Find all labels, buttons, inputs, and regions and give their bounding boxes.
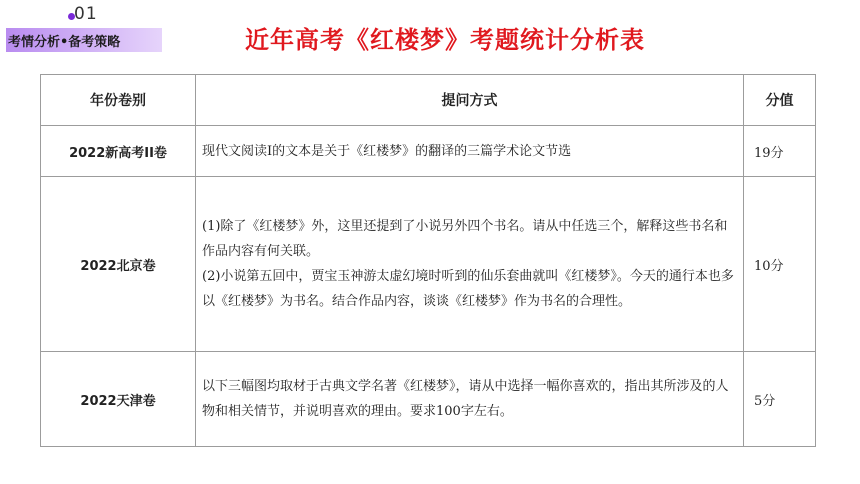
score-cell: 10分 xyxy=(744,177,816,352)
question-cell xyxy=(196,126,744,177)
year-cell: 2022天津卷 xyxy=(41,352,196,447)
header-score: 分值 xyxy=(744,75,816,126)
year-cell: 2022北京卷 xyxy=(41,177,196,352)
year-cell: 2022新高考II卷 xyxy=(41,126,196,177)
question-text: (1)除了《红楼梦》外，这里还提到了小说另外四个书名。请从中任选三个，解释这些书名和作品内容有何关联。 xyxy=(202,219,728,259)
table-row xyxy=(41,177,816,352)
header-question: 提问方式 xyxy=(196,75,744,126)
score-cell: 5分 xyxy=(744,352,816,447)
header-year: 年份卷别 xyxy=(41,75,196,126)
score-cell: 19分 xyxy=(744,126,816,177)
exam-stats-table xyxy=(40,74,816,447)
section-label: 考情分析•备考策略 xyxy=(8,35,121,50)
question-cell xyxy=(196,352,744,447)
question-text: (2)小说第五回中，贾宝玉神游太虚幻境时听到的仙乐套曲就叫《红楼梦》。今天的通行本也多以《红楼梦》为书名。结合作品内容，谈谈《红楼梦》作为书名的合理性。 xyxy=(202,269,734,309)
question-text: 现代文阅读I的文本是关于《红楼梦》的翻译的三篇学术论文节选 xyxy=(202,143,572,159)
page-title: 近年高考《红楼梦》考题统计分析表 xyxy=(245,26,645,54)
section-number: 01 xyxy=(74,4,98,24)
table-header-row xyxy=(41,75,816,126)
question-text: 以下三幅图均取材于古典文学名著《红楼梦》，请从中选择一幅你喜欢的，指出其所涉及的人物和相关情节，并说明喜欢的理由。要求100字左右。 xyxy=(202,379,729,419)
table-row xyxy=(41,352,816,447)
question-cell xyxy=(196,177,744,352)
table-row xyxy=(41,126,816,177)
